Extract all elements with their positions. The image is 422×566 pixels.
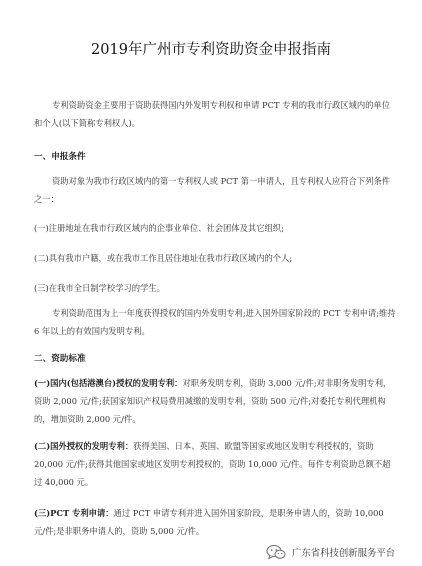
- condition-item: (三)在我市全日制学校学习的学生。: [34, 283, 165, 293]
- conditions-lead: 资助对象为我市行政区域内的第一专利权人或 PCT 第一申请人，且专利权人应符合下列条件之一：: [34, 176, 391, 204]
- standard-pct: [34, 504, 396, 540]
- condition-item: (一)注册地址在我市行政区域内的企事业单位、社会团体及其它组织;: [34, 223, 284, 233]
- standard-text: 通过 PCT 申请专利并进入国外国家阶段，是职务申请人的，资助 10,000 元/件;是非职务申请人的，资助 5,000 元/件。: [34, 508, 384, 536]
- standard-text: 对职务发明专利，资助 3,000 元/件;对非职务发明专利，资助 2,000 元/件;获国家知识产权局费用减缴的发明专利，资助 500 元/件;对委托专利代理机构的，增加资助 2,000 元/件。: [34, 378, 392, 424]
- watermark: [266, 543, 395, 561]
- scope-paragraph: 专利资助范围为上一年度获得授权的国内外发明专利;进入国外国家阶段的 PCT 专利申请;维持 6 年以上的有效国内发明专利。: [34, 308, 396, 336]
- section-heading-conditions: 一、申报条件: [34, 152, 86, 162]
- standard-label: (二)国外授权的发明专利：: [34, 441, 134, 451]
- intro-paragraph: 专利资助资金主要用于资助获得国内外发明专利权和申请 PCT 专利的我市行政区域内的单位和个人(以下简称专利权人)。: [34, 100, 391, 128]
- standard-domestic: [34, 374, 396, 428]
- wechat-icon: [266, 544, 286, 560]
- page-title: 2019年广州市专利资助资金申报指南: [91, 42, 331, 58]
- standard-text: 获得美国、日本、英国、欧盟等国家或地区发明专利授权的，资助 20,000 元/件;获得其他国家或地区发明专利授权的，资助 10,000 元/件。每件专利资助总额不超过 40,000 元。: [34, 441, 391, 487]
- standard-label: (三)PCT 专利申请：: [34, 508, 114, 518]
- standard-foreign: [34, 437, 396, 491]
- watermark-text: 广东省科技创新服务平台: [292, 548, 396, 559]
- condition-item: (二)具有我市户籍，或在我市工作且居住地址在我市行政区域内的个人;: [34, 253, 293, 263]
- standard-label: (一)国内(包括港澳台)授权的发明专利：: [34, 378, 183, 388]
- section-heading-standards: 二、资助标准: [34, 354, 86, 364]
